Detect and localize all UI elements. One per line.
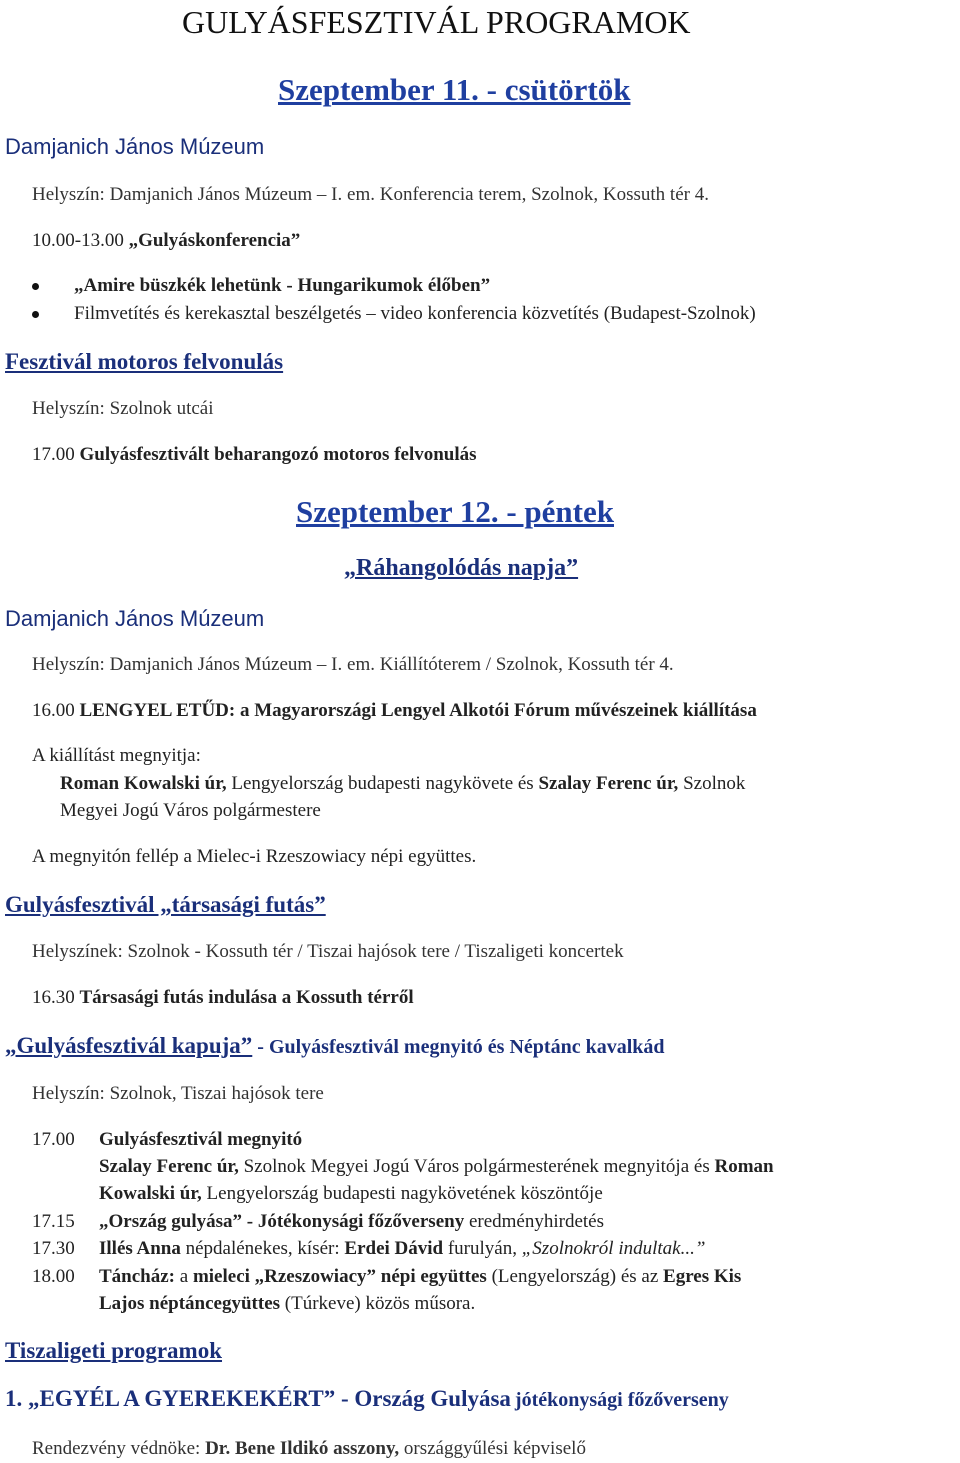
bullet-icon (32, 311, 39, 318)
program-4-line-2: Lajos néptáncegyüttes (Túrkeve) közös műsora. (99, 1293, 476, 1314)
run-line (32, 986, 414, 1010)
bullet-item-2: Filmvetítés és kerekasztal beszélgetés – video konferencia közvetítés (Budapest-Szolnok) (74, 303, 756, 324)
motor-heading: Fesztivál motoros felvonulás (5, 349, 284, 374)
program-4-line-1: Táncház: a mieleci „Rzeszowiacy” népi együttes (Lengyelország) és az Egres Kis (99, 1266, 742, 1287)
program-2-line: „Ország gulyása” - Jótékonysági főzőverseny eredményhirdetés (99, 1211, 605, 1232)
conference-line (32, 229, 300, 253)
program-1-title: Gulyásfesztivál megnyitó (99, 1129, 303, 1150)
program-2-time: 17.15 (32, 1211, 75, 1232)
run-time: 16.30 (32, 987, 75, 1008)
day2-venue: Damjanich János Múzeum (5, 606, 265, 631)
conference-time: 10.00-13.00 (32, 230, 124, 251)
gate-subtitle: - Gulyásfesztivál megnyitó és Néptánc kavalkád (252, 1036, 665, 1058)
page-title: GULYÁSFESZTIVÁL PROGRAMOK (182, 4, 691, 40)
program-3-line: Illés Anna népdalénekes, kísér: Erdei Dávid furulyán, „Szolnokról indultak...” (99, 1238, 706, 1259)
exhibition-line (32, 699, 757, 723)
day1-heading: Szeptember 11. - csütörtök (278, 72, 631, 107)
day1-venue: Damjanich János Múzeum (5, 134, 265, 159)
motor-place: Helyszín: Szolnok utcái (32, 398, 214, 419)
run-heading: Gulyásfesztivál „társasági futás” (5, 892, 326, 917)
motor-line (32, 443, 477, 467)
gate-heading: „Gulyásfesztivál kapuja” (5, 1033, 253, 1058)
bullet-item-1: „Amire büszkék lehetünk - Hungarikumok élőben” (74, 275, 491, 296)
opener-line-1: Roman Kowalski úr, Lengyelország budapesti nagykövete és Szalay Ferenc úr, Szolnok (60, 773, 746, 794)
run-place: Helyszínek: Szolnok - Kossuth tér / Tiszai hajósok tere / Tiszaligeti koncertek (32, 941, 624, 962)
day2-heading: Szeptember 12. - péntek (296, 494, 614, 529)
day2-subheading: „Ráhangolódás napja” (344, 555, 579, 581)
performance-note: A megnyitón fellép a Mielec-i Rzeszowiacy népi együttes. (32, 846, 477, 867)
patron-line: Rendezvény védnöke: Dr. Bene Ildikó asszony, országgyűlési képviselő (32, 1438, 586, 1459)
tisza-heading: Tiszaligeti programok (5, 1338, 223, 1363)
program-1-line-1: Szalay Ferenc úr, Szolnok Megyei Jogú Város polgármesterének megnyitója és Roman (99, 1156, 774, 1177)
opener-label: A kiállítást megnyitja: (32, 745, 201, 766)
tisza-item-1: 1. „EGYÉL A GYEREKEKÉRT” - Ország Gulyása jótékonysági főzőverseny (5, 1386, 729, 1411)
gate-place: Helyszín: Szolnok, Tiszai hajósok tere (32, 1083, 324, 1104)
conference-title: „Gulyáskonferencia” (128, 230, 301, 251)
run-title: Társasági futás indulása a Kossuth térről (79, 987, 414, 1008)
program-1-time: 17.00 (32, 1129, 75, 1150)
exhibition-title: LENGYEL ETŰD: a Magyarországi Lengyel Alkotói Fórum művészeinek kiállítása (79, 700, 757, 721)
opener-line-2: Megyei Jogú Város polgármestere (60, 800, 321, 821)
program-4-time: 18.00 (32, 1266, 75, 1287)
bullet-icon (32, 283, 39, 290)
day2-place: Helyszín: Damjanich János Múzeum – I. em. Kiállítóterem / Szolnok, Kossuth tér 4. (32, 654, 674, 675)
day1-place: Helyszín: Damjanich János Múzeum – I. em. Konferencia terem, Szolnok, Kossuth tér 4. (32, 184, 709, 205)
program-1-line-2: Kowalski úr, Lengyelország budapesti nagykövetének köszöntője (99, 1183, 603, 1204)
motor-time: 17.00 (32, 444, 75, 465)
gate-line (5, 1031, 665, 1061)
exhibition-time: 16.00 (32, 700, 75, 721)
program-3-time: 17.30 (32, 1238, 75, 1259)
motor-title: Gulyásfesztivált beharangozó motoros felvonulás (79, 444, 477, 465)
